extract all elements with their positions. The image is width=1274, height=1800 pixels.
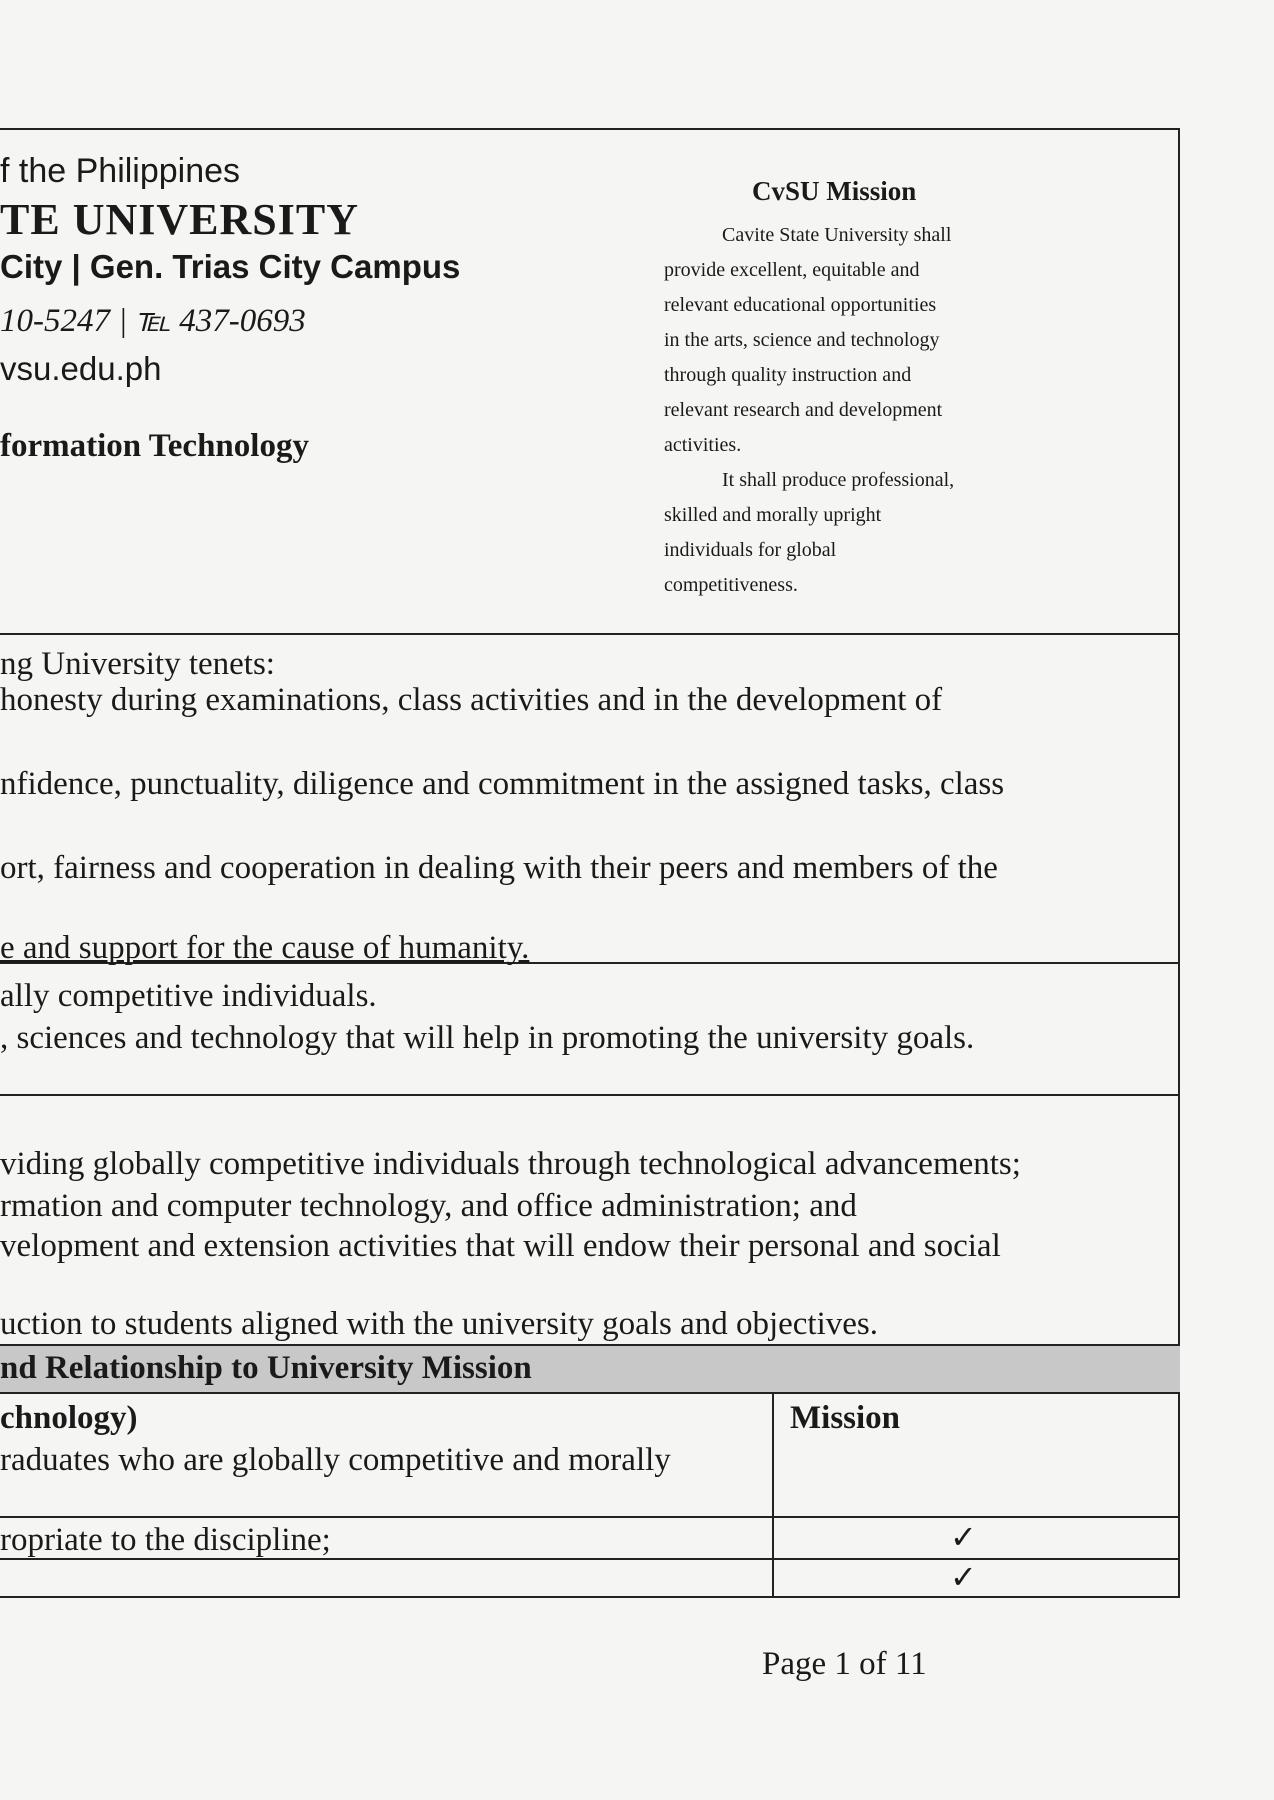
mission-line: in the arts, science and technology: [664, 329, 940, 351]
objectives-line: rmation and computer technology, and office administration; and: [0, 1188, 857, 1224]
tenets-line: honesty during examinations, class activities and in the development of: [0, 682, 943, 718]
program-description: raduates who are globally competitive and morally: [0, 1442, 671, 1478]
mission-title: CvSU Mission: [752, 176, 917, 206]
mission-line: relevant educational opportunities: [664, 294, 937, 316]
objectives-line: velopment and extension activities that will endow their personal and social: [0, 1228, 1001, 1264]
header-phone: 10-5247 | ℡ 437-0693: [0, 303, 306, 339]
mission-line: provide excellent, equitable and: [664, 259, 920, 281]
mission-paragraph-1: [664, 218, 1036, 463]
mission-line: competitiveness.: [664, 574, 798, 596]
mission-line: Cavite State University shall: [722, 224, 952, 246]
program-name: chnology): [0, 1400, 138, 1436]
table-row-text: ropriate to the discipline;: [0, 1522, 331, 1558]
divider-relationship-top: [0, 1344, 1180, 1346]
tenets-line: ort, fairness and cooperation in dealing with their peers and members of the: [0, 850, 998, 886]
header-department: formation Technology: [0, 428, 309, 464]
header-university-name: TE UNIVERSITY: [0, 195, 359, 244]
tenets-intro: ng University tenets:: [0, 646, 275, 682]
divider-goals: [0, 1094, 1180, 1096]
objectives-line: uction to students aligned with the university goals and objectives.: [0, 1306, 879, 1342]
mission-line: relevant research and development: [664, 399, 943, 421]
divider-relationship-heading: [0, 1392, 1180, 1394]
check-icon: ✓: [950, 1559, 977, 1595]
page-number: Page 1 of 11: [762, 1646, 927, 1682]
goals-line: ally competitive individuals.: [0, 978, 377, 1014]
divider-mission-box: [1178, 128, 1180, 633]
relationship-heading: nd Relationship to University Mission: [0, 1350, 532, 1386]
header-country: f the Philippines: [0, 152, 241, 190]
divider-mission-column: [772, 1392, 774, 1598]
divider-row-1: [0, 1516, 1180, 1518]
goals-line: , sciences and technology that will help in promoting the university goals.: [0, 1020, 975, 1056]
mission-line: skilled and morally upright: [664, 504, 882, 526]
mission-line: individuals for global: [664, 539, 837, 561]
mission-line: It shall produce professional,: [722, 469, 955, 491]
mission-paragraph-2: [664, 463, 1036, 603]
mission-line: through quality instruction and: [664, 364, 912, 386]
check-icon: ✓: [950, 1519, 977, 1555]
header-campus: City | Gen. Trias City Campus: [0, 248, 461, 285]
tenets-line: e and support for the cause of humanity.: [0, 930, 530, 966]
objectives-line: viding globally competitive individuals through technological advancements;: [0, 1146, 1021, 1182]
divider-header: [0, 633, 1180, 635]
mission-line: activities.: [664, 434, 742, 456]
tenets-line: nfidence, punctuality, diligence and commitment in the assigned tasks, class: [0, 766, 1005, 802]
header-website: vsu.edu.ph: [0, 350, 162, 387]
mission-column-header: Mission: [790, 1400, 901, 1436]
